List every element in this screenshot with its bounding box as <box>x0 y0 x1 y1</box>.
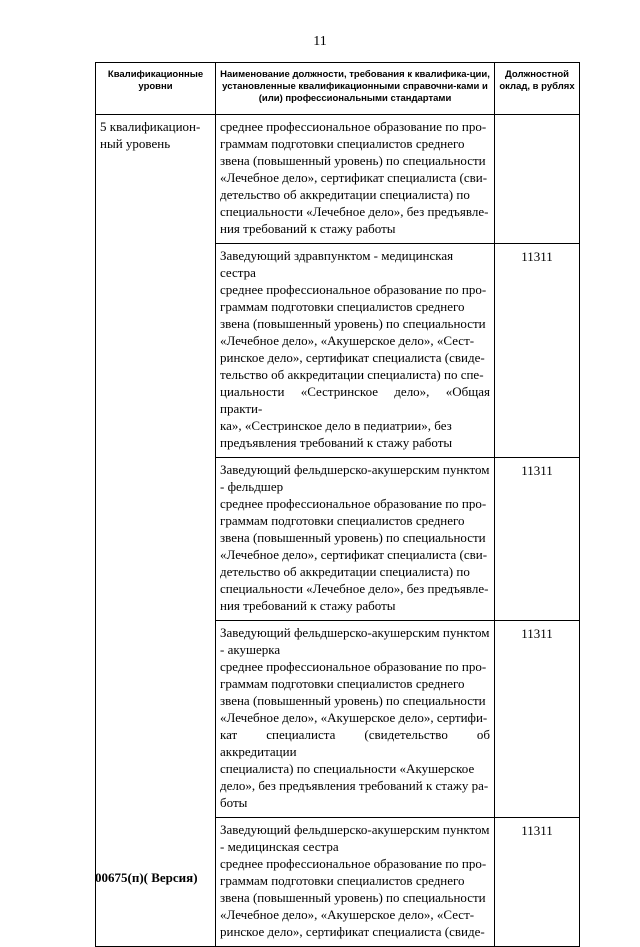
qualification-table <box>95 62 580 947</box>
position-cell: Заведующий фельдшерско-акушерским пунктом - медицинская сестра среднее профессиональное образование по про- граммам подготовки специалистов среднего звена (повышенный уровень) по специальности «Лечебное дело», «Акушерское дело», «Сест- ринское дело», сертификат специалиста (свиде- <box>216 818 495 947</box>
page-number: 11 <box>313 34 327 49</box>
header-position: Наименование должности, требования к квалифика-ции, установленные квалификационными справочни-ками и (или) профессиональными стандартами <box>216 63 495 115</box>
position-cell: Заведующий фельдшерско-акушерским пунктом - акушерка среднее профессиональное образование по про- граммам подготовки специалистов среднего звена (повышенный уровень) по специальности «Лечебное дело», «Акушерское дело», сертифи- кат специалиста (свидетельство об аккредитации специалиста) по специальности «Акушерское дело», без предъявления требований к стажу ра- боты <box>216 621 495 818</box>
table-row <box>96 115 580 244</box>
salary-cell: 11311 <box>495 818 580 947</box>
salary-cell: 11311 <box>495 458 580 621</box>
position-cell: Заведующий фельдшерско-акушерским пунктом - фельдшер среднее профессиональное образование по про- граммам подготовки специалистов среднего звена (повышенный уровень) по специальности «Лечебное дело», сертификат специалиста (сви- детельство об аккредитации специалиста) по специальности «Лечебное дело», без предъявле- ния требований к стажу работы <box>216 458 495 621</box>
position-cell: среднее профессиональное образование по про- граммам подготовки специалистов среднего звена (повышенный уровень) по специальности «Лечебное дело», сертификат специалиста (сви- детельство об аккредитации специалиста) по специальности «Лечебное дело», без предъявле- ния требований к стажу работы <box>216 115 495 244</box>
table-header-row <box>96 63 580 115</box>
header-salary: Должностной оклад, в рублях <box>495 63 580 115</box>
salary-cell <box>495 115 580 244</box>
salary-cell: 11311 <box>495 621 580 818</box>
header-level: Квалификационные уровни <box>96 63 216 115</box>
level-label: 5 квалификацион- ный уровень <box>100 119 201 151</box>
salary-cell: 11311 <box>495 244 580 458</box>
level-cell <box>96 115 216 947</box>
document-version: 00675(п)( Версия) <box>95 870 198 885</box>
position-cell: Заведующий здравпунктом - медицинская сестра среднее профессиональное образование по про- граммам подготовки специалистов среднего звена (повышенный уровень) по специальности «Лечебное дело», «Акушерское дело», «Сест- ринское дело», сертификат специалиста (свиде- тельство об аккредитации специалиста) по спе- циальности «Сестринское дело», «Общая практи- ка», «Сестринское дело в педиатрии», без предъявления требований к стажу работы <box>216 244 495 458</box>
